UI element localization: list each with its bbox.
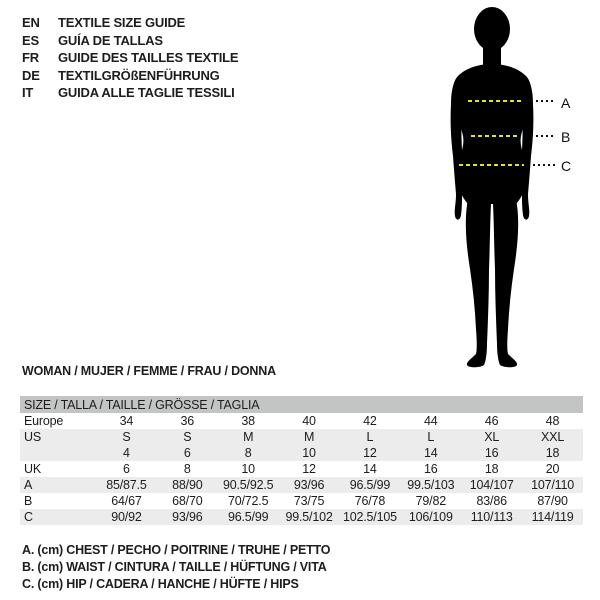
table-cell: 64/67 (111, 494, 142, 508)
table-cell: 110/113 (470, 510, 513, 524)
table-cell: L (366, 430, 374, 444)
table-row (20, 413, 583, 429)
table-row (20, 429, 583, 445)
language-label: GUIDA ALLE TAGLIE TESSILI (58, 85, 235, 101)
table-cell: 107/110 (531, 478, 574, 492)
table-cell: 83/86 (476, 494, 507, 508)
table-cell: 99.5/102 (285, 510, 333, 524)
table-cell: 14 (363, 462, 377, 476)
language-row-fr (22, 49, 238, 67)
table-cell: 34 (119, 414, 134, 428)
language-code: DE (22, 67, 40, 83)
waist-measure-line (471, 135, 520, 137)
woman-silhouette-svg (410, 4, 574, 369)
table-row-label: Europe (24, 414, 64, 428)
table-row-label: C (24, 510, 33, 524)
table-row (20, 445, 583, 461)
chest-measure-connector (531, 100, 555, 102)
table-cell: 12 (363, 446, 377, 460)
language-row-it (22, 84, 238, 102)
size-table-header: SIZE / TALLA / TAILLE / GRÖSSE / TAGLIA (20, 396, 583, 413)
table-cell: 42 (363, 414, 377, 428)
table-cell: 87/90 (537, 494, 568, 508)
measure-label-c: C (561, 158, 572, 174)
table-cell: 106/109 (408, 510, 453, 524)
language-list (22, 14, 238, 102)
table-cell: 36 (180, 414, 195, 428)
table-cell: 46 (484, 414, 499, 428)
language-label: GUIDE DES TAILLES TEXTILE (58, 50, 239, 66)
measure-label-a: A (561, 95, 571, 111)
table-cell: S (183, 430, 192, 444)
language-label: GUÍA DE TALLAS (58, 32, 163, 48)
table-row (20, 493, 583, 509)
table-cell: 90.5/92.5 (223, 478, 274, 492)
table-cell: M (243, 430, 254, 444)
table-cell: 14 (424, 446, 438, 460)
table-cell: 10 (302, 446, 316, 460)
table-row (20, 477, 583, 493)
table-cell: 20 (545, 462, 560, 476)
language-code: FR (22, 50, 39, 66)
waist-measure-connector (531, 135, 555, 137)
table-cell: 99.5/103 (407, 478, 455, 492)
measure-label-b: B (561, 129, 571, 145)
table-cell: 10 (241, 462, 255, 476)
legend-line-waist: B. (cm) WAIST / CINTURA / TAILLE / HÜFTUNG / VITA (22, 560, 327, 574)
table-cell: 70/72.5 (228, 494, 269, 508)
table-cell: L (427, 430, 435, 444)
woman-silhouette (410, 4, 574, 369)
table-row-label: UK (24, 462, 41, 476)
language-row-es (22, 32, 238, 50)
table-cell: 93/96 (293, 478, 325, 492)
table-cell: 44 (424, 414, 438, 428)
size-table (20, 396, 583, 525)
table-cell: 73/75 (293, 494, 325, 508)
table-cell: 40 (302, 414, 316, 428)
table-cell: 6 (123, 462, 130, 476)
language-label: TEXTILE SIZE GUIDE (58, 15, 186, 31)
table-cell: 68/70 (172, 494, 203, 508)
hip-measure-connector (533, 164, 555, 166)
table-cell: 12 (302, 462, 316, 476)
table-cell: XL (484, 430, 500, 444)
table-cell: 6 (183, 446, 191, 460)
table-cell: 18 (484, 462, 499, 476)
table-cell: 8 (244, 446, 252, 460)
size-table-body (20, 413, 583, 525)
language-code: IT (22, 85, 34, 101)
table-cell: 104/107 (469, 478, 514, 492)
table-cell: 114/119 (531, 510, 574, 524)
table-row-label: A (24, 478, 33, 492)
table-cell: 96.5/99 (349, 478, 391, 492)
table-cell: 96.5/99 (228, 510, 269, 524)
table-cell: 48 (545, 414, 560, 428)
legend-line-hip: C. (cm) HIP / CADERA / HANCHE / HÜFTE / HIPS (22, 577, 299, 591)
table-row-label: B (24, 494, 33, 508)
table-cell: M (303, 430, 315, 444)
table-row-label: US (24, 430, 41, 444)
table-cell: S (122, 430, 131, 444)
legend-line-chest: A. (cm) CHEST / PECHO / POITRINE / TRUHE / PETTO (22, 543, 331, 557)
table-cell: 18 (545, 446, 560, 460)
table-cell: 90/92 (111, 510, 142, 524)
table-cell: 16 (484, 446, 499, 460)
table-cell: 16 (424, 462, 438, 476)
table-cell: 76/78 (354, 494, 386, 508)
table-row (20, 461, 583, 477)
table-cell: 4 (123, 446, 130, 460)
table-cell: 102.5/105 (343, 510, 397, 524)
section-title: WOMAN / MUJER / FEMME / FRAU / DONNA (22, 364, 276, 378)
language-label: TEXTILGRÖßENFÜHRUNG (58, 67, 220, 83)
table-cell: 38 (241, 414, 255, 428)
table-cell: 8 (183, 462, 191, 476)
language-row-en (22, 14, 238, 32)
chest-measure-line (468, 100, 524, 102)
table-cell: 93/96 (172, 510, 203, 524)
table-row (20, 509, 583, 525)
hip-measure-line (459, 164, 524, 166)
language-code: ES (22, 32, 39, 48)
table-cell: XXL (541, 430, 565, 444)
table-cell: 88/90 (172, 478, 203, 492)
table-cell: 85/87.5 (106, 478, 147, 492)
measure-legend (22, 543, 330, 594)
table-cell: 79/82 (415, 494, 446, 508)
language-code: EN (22, 15, 40, 31)
language-row-de (22, 67, 238, 85)
